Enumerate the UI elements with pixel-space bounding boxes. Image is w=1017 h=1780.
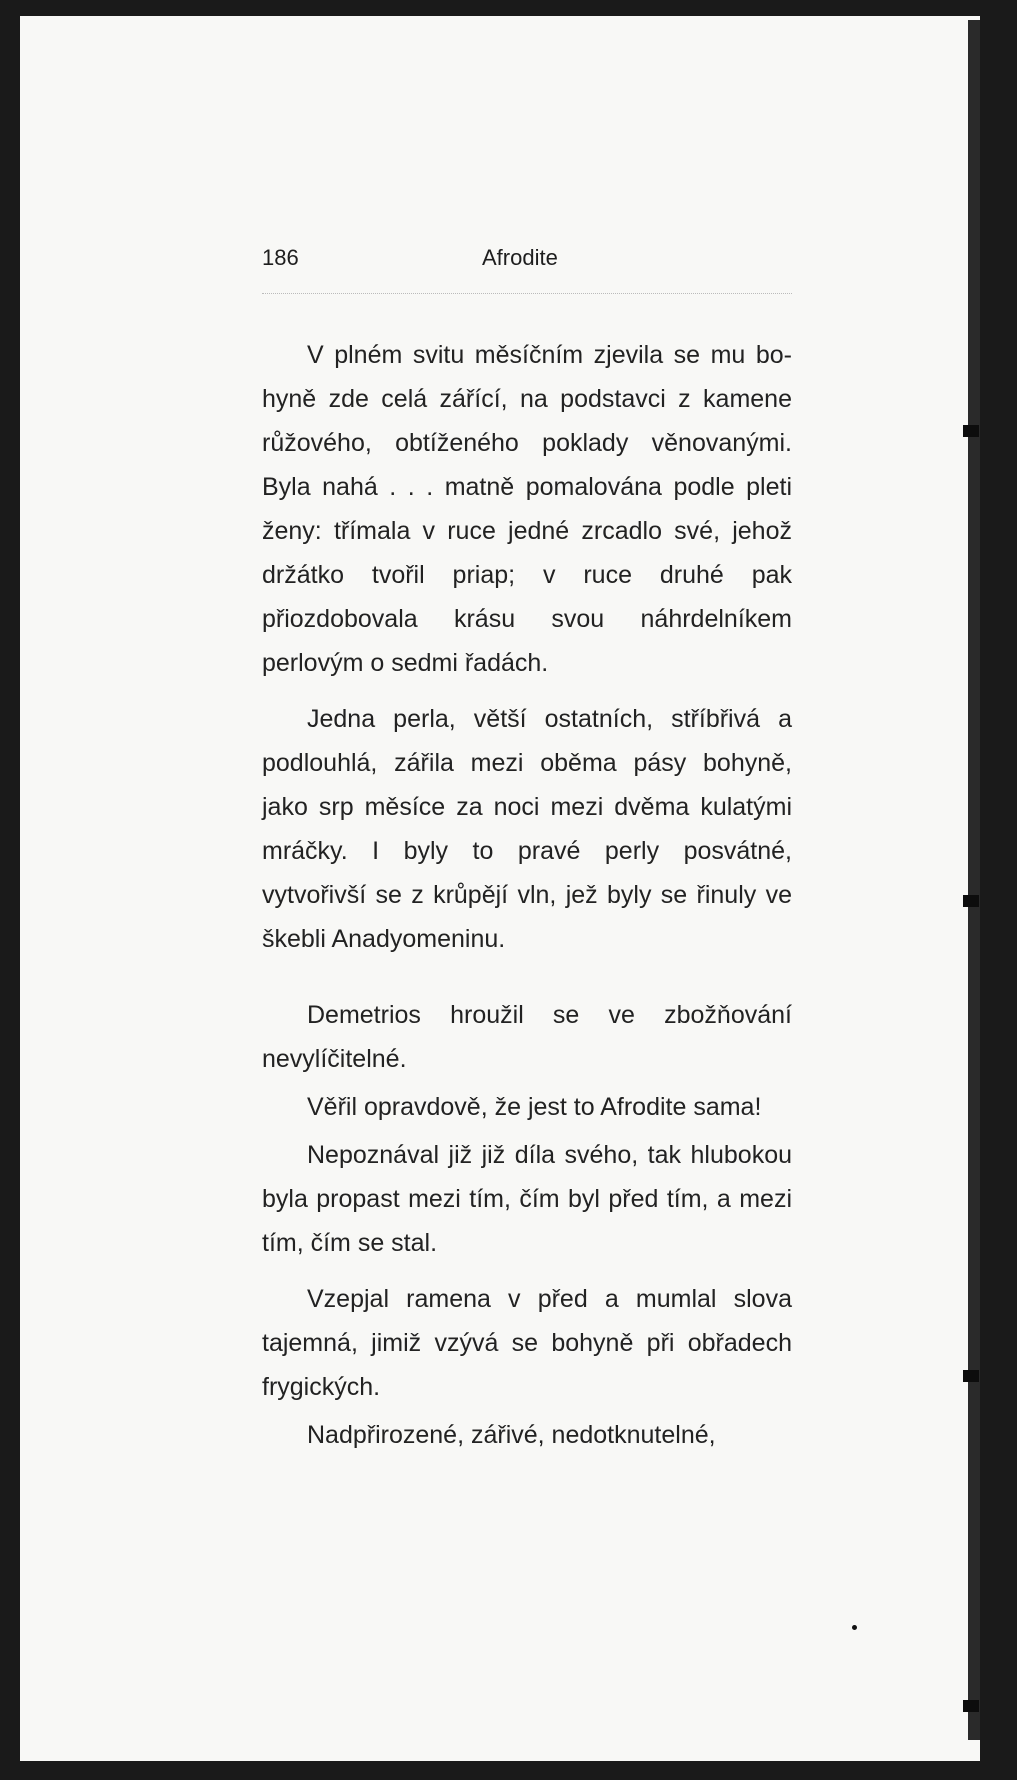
paragraph: Věřil opravdově, že jest to Afrodite sama! [307,1093,762,1121]
paragraph: Jedna perla, větší ostatních, stříbřivá a podlouhlá, zářila mezi oběma pásy bohyně, jako srp měsíce za noci mezi dvěma kulatými mráčky. I byly to pravé perly posvátné, vytvořivší se z krůpějí vln, jež byly se řinuly ve škebli Anadyomeninu. [262,705,792,953]
page-number: 186 [262,245,299,270]
edge-mark [963,425,979,437]
paragraph: Demetrios hroužil se ve zbožňování nevylíčitelné. [262,1001,792,1073]
ink-speck [852,1625,857,1630]
body-text [262,333,792,1457]
paragraph: Nepoznával již již díla svého, tak hlubokou byla propast mezi tím, čím byl před tím, a mezi tím, čím se stal. [262,1141,792,1257]
running-title: Afrodite [482,245,558,270]
page-edge-shadow [968,20,980,1740]
paragraph: Nadpřirozené, zářivé, nedotknutelné, [307,1421,716,1449]
edge-mark [963,1700,979,1712]
header-rule [262,293,792,294]
edge-mark [963,1370,979,1382]
paragraph: Vzepjal ramena v před a mumlal slova tajemná, jimiž vzývá se bohyně při obřadech frygických. [262,1285,792,1401]
edge-mark [963,895,979,907]
paragraph: V plném svitu měsíčním zjevila se mu bohyně zde celá zářící, na podstavci z kamene růžového, obtíženého poklady věnovanými. Byla nahá . . . matně pomalována podle pleti ženy: třímala v ruce jedné zrcadlo své, jehož držátko tvořil priap; v ruce druhé pak přiozdobovala krásu svou náhrdelníkem perlovým o sedmi řadách. [262,341,792,677]
